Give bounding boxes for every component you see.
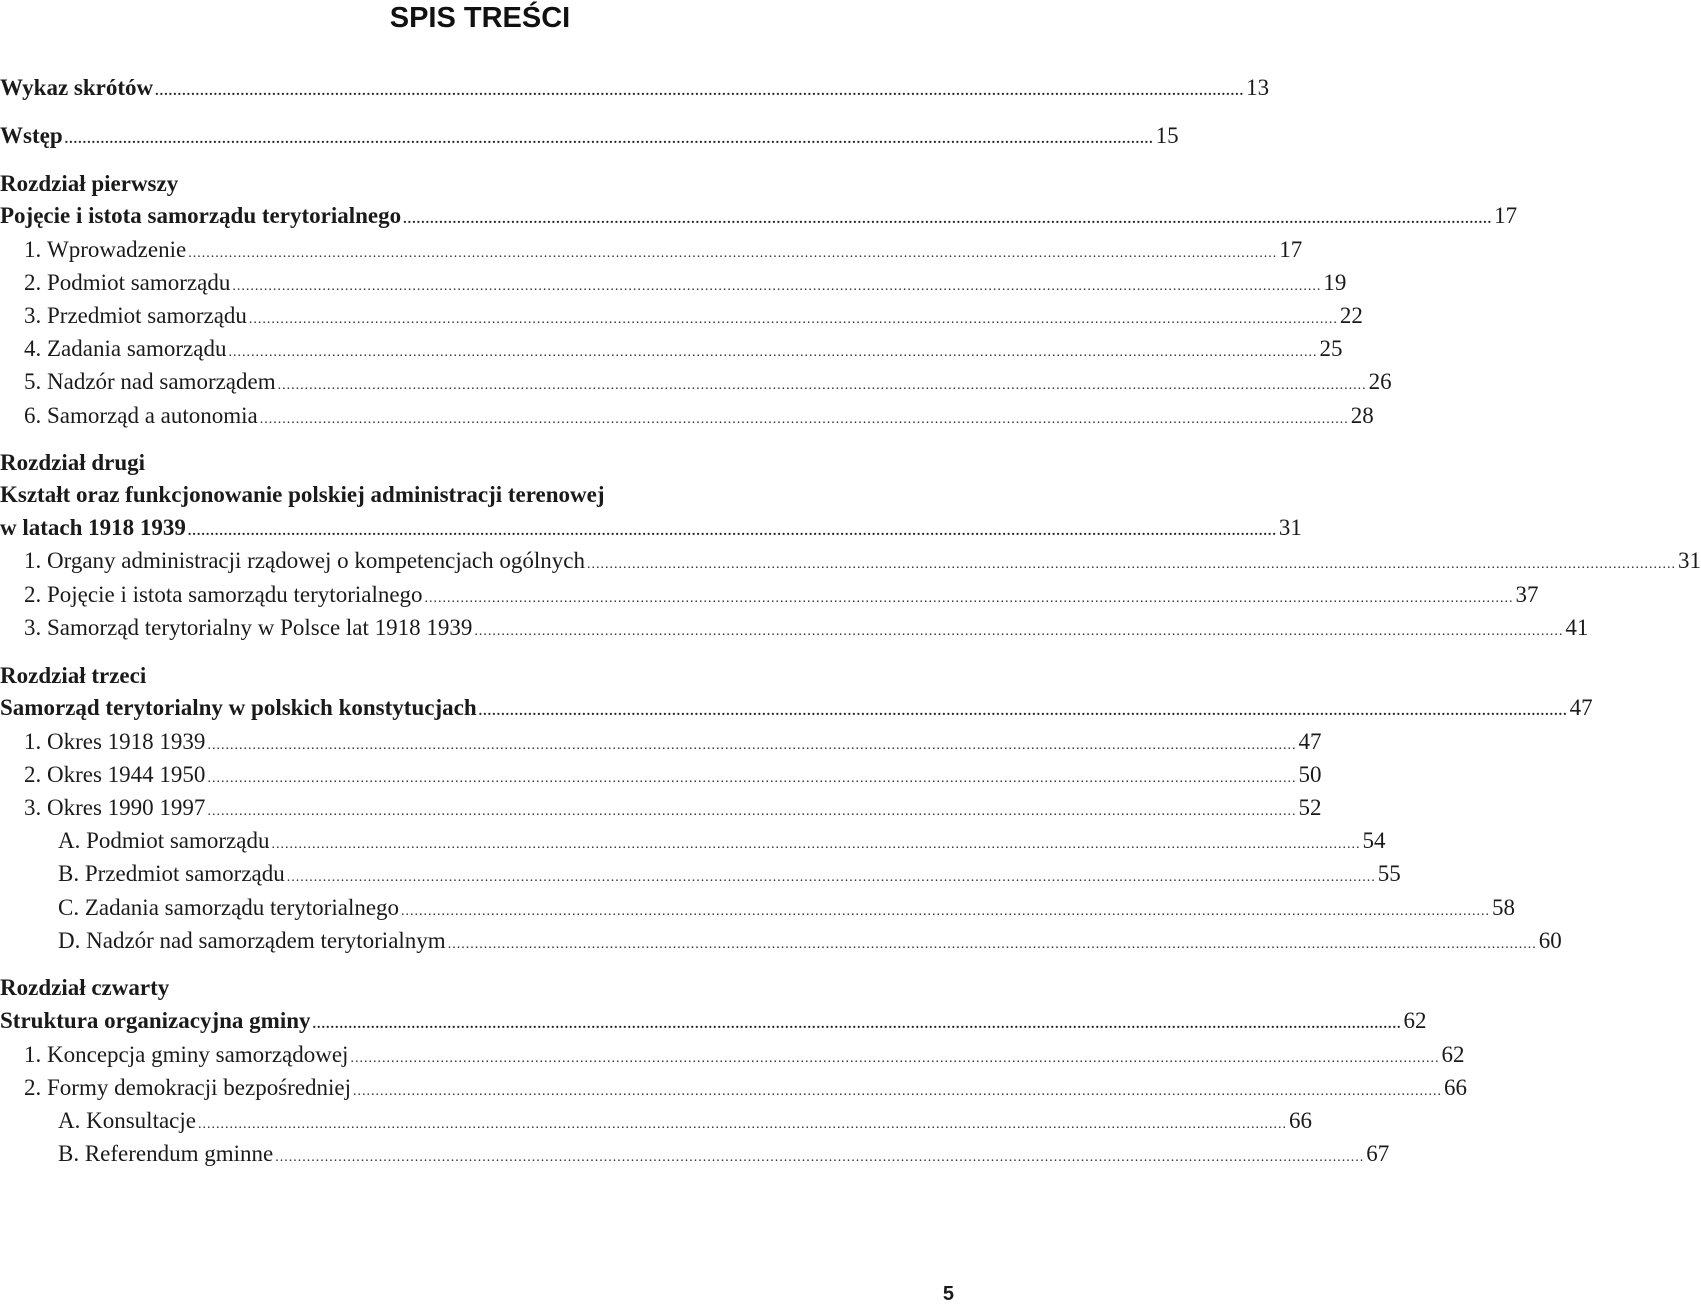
toc-entry-number: 3. (24, 795, 47, 820)
toc-entry-title: Konsultacje (86, 1108, 196, 1133)
toc-entry-title: Wykaz skrótów (0, 75, 154, 100)
toc-leader-dots (155, 77, 1244, 107)
toc-entry[interactable] (24, 334, 1343, 364)
toc-entry-page: 54 (1362, 828, 1386, 853)
toc-entry-title: Pojęcie i istota samorządu terytorialnego (0, 203, 402, 228)
toc-entry[interactable] (24, 367, 1392, 397)
toc-entry-page: 37 (1515, 582, 1539, 607)
toc-entry[interactable] (24, 301, 1363, 331)
toc-entry-title: Okres 1944 1950 (47, 762, 206, 787)
toc-entry-page: 55 (1377, 861, 1401, 886)
toc-entry-number: 2. (24, 762, 47, 787)
toc-entry-page: 41 (1565, 615, 1589, 640)
toc-entry-page: 25 (1319, 336, 1343, 361)
chapter-heading: Rozdział czwarty (0, 975, 170, 1000)
toc-entry-number: A. (58, 1108, 87, 1133)
toc-entry-page: 52 (1298, 795, 1322, 820)
toc-leader-dots (474, 617, 1563, 647)
toc-entry-number: 3. (24, 615, 47, 640)
toc-leader-dots (278, 371, 1367, 401)
toc-entry[interactable] (24, 793, 1322, 823)
toc-leader-dots (207, 764, 1296, 794)
toc-entry-title: Samorząd terytorialny w Polsce lat 1918 1939 (47, 615, 473, 640)
toc-entry-number: 2. (24, 582, 47, 607)
toc-entry-title: Nadzór nad samorządem terytorialnym (86, 928, 446, 953)
toc-entry-number: 1. (24, 1042, 47, 1067)
toc-leader-dots (479, 697, 1568, 727)
toc-entry[interactable] (0, 201, 1518, 231)
page-number: 5 (942, 1283, 954, 1305)
toc-entry-title: Koncepcja gminy samorządowej (47, 1042, 349, 1067)
toc-entry-title: Organy administracji rządowej o kompetencjach ogólnych (47, 548, 585, 573)
toc-entry-title: Przedmiot samorządu (47, 303, 247, 328)
toc-entry-title: Okres 1918 1939 (47, 729, 206, 754)
toc-entry-number: C. (58, 895, 85, 920)
toc-entry-title: Formy demokracji bezpośredniej (47, 1075, 352, 1100)
toc-leader-dots (260, 405, 1349, 435)
toc-entry-title: w latach 1918 1939 (0, 515, 186, 540)
toc-leader-dots (207, 797, 1296, 827)
chapter-heading: Rozdział pierwszy (0, 171, 179, 196)
toc-entry-number: B. (58, 1141, 85, 1166)
toc-entry-page: 66 (1288, 1108, 1312, 1133)
toc-entry-title: Referendum gminne (84, 1141, 274, 1166)
toc-entry-title: Zadania samorządu (47, 336, 227, 361)
toc-entry[interactable] (0, 121, 1179, 151)
toc-entry[interactable] (24, 546, 1701, 576)
toc-entry-page: 67 (1366, 1141, 1390, 1166)
toc-entry[interactable] (24, 235, 1303, 265)
toc-entry[interactable] (24, 1073, 1468, 1103)
toc-entry-title: Samorząd a autonomia (47, 403, 258, 428)
toc-entry-number: 3. (24, 303, 47, 328)
toc-entry-number: 1. (24, 548, 47, 573)
toc-leader-dots (249, 305, 1338, 335)
toc-leader-dots (228, 338, 1317, 368)
toc-leader-dots (271, 830, 1360, 860)
chapter-heading: Rozdział drugi (0, 450, 146, 475)
toc-entry[interactable] (58, 926, 1562, 956)
toc-entry-page: 22 (1339, 303, 1363, 328)
toc-entry-page: 31 (1278, 515, 1302, 540)
chapter-heading: Rozdział trzeci (0, 663, 147, 688)
toc-entry[interactable] (58, 1139, 1390, 1169)
toc-entry-title: Zadania samorządu terytorialnego (84, 895, 400, 920)
toc-leader-dots (65, 125, 1154, 155)
toc-entry-page: 62 (1441, 1042, 1465, 1067)
toc-entry[interactable] (24, 1040, 1465, 1070)
toc-entry[interactable] (24, 613, 1589, 643)
toc-entry-number: D. (58, 928, 87, 953)
toc-leader-dots (350, 1044, 1439, 1074)
toc-leader-dots (287, 863, 1376, 893)
toc-entry-number: 6. (24, 403, 47, 428)
toc-entry-number: 1. (24, 729, 47, 754)
toc-leader-dots (587, 550, 1676, 580)
toc-entry[interactable] (0, 513, 1302, 543)
toc-entry[interactable] (24, 580, 1539, 610)
toc-entry-number: 2. (24, 1075, 47, 1100)
toc-leader-dots (232, 272, 1321, 302)
toc-entry-number: 5. (24, 369, 47, 394)
toc-entry-title: Przedmiot samorządu (84, 861, 285, 886)
toc-entry-page: 50 (1298, 762, 1322, 787)
toc-entry[interactable] (0, 73, 1270, 103)
toc-entry-number: 1. (24, 237, 47, 262)
toc-entry-number: A. (58, 828, 87, 853)
toc-leader-dots (425, 584, 1514, 614)
toc-entry-page: 26 (1368, 369, 1392, 394)
toc-entry[interactable] (58, 859, 1401, 889)
toc-leader-dots (275, 1143, 1364, 1173)
toc-entry-page: 60 (1538, 928, 1562, 953)
toc-entry-page: 47 (1298, 729, 1322, 754)
toc-entry-title: Wstęp (0, 123, 63, 148)
toc-leader-dots (207, 731, 1296, 761)
toc-entry-page: 28 (1350, 403, 1374, 428)
toc-leader-dots (401, 897, 1490, 927)
toc-entry[interactable] (24, 401, 1374, 431)
toc-entry[interactable] (0, 693, 1593, 723)
toc-entry-title: Struktura organizacyjna gminy (0, 1008, 311, 1033)
toc-entry-title: Wprowadzenie (47, 237, 187, 262)
toc-entry-title: Nadzór nad samorządem (47, 369, 276, 394)
toc-entry-page: 19 (1323, 270, 1347, 295)
toc-entry-title: Samorząd terytorialny w polskich konstytucjach (0, 695, 477, 720)
toc-entry-page: 15 (1155, 123, 1179, 148)
toc-entry-number: B. (58, 861, 85, 886)
toc-entry-title: Okres 1990 1997 (47, 795, 206, 820)
toc-leader-dots (448, 930, 1537, 960)
toc-entry-page: 13 (1246, 75, 1270, 100)
toc-entry-page: 62 (1403, 1008, 1427, 1033)
toc-entry[interactable] (58, 826, 1386, 856)
toc-entry-title: Podmiot samorządu (86, 828, 270, 853)
toc-entry-page: 31 (1677, 548, 1701, 573)
page-title: SPIS TREŚCI (389, 2, 571, 34)
toc-entry[interactable] (24, 268, 1347, 298)
toc-entry[interactable] (24, 760, 1322, 790)
toc-leader-dots (403, 205, 1492, 235)
toc-leader-dots (313, 1010, 1402, 1040)
toc-leader-dots (353, 1077, 1442, 1107)
toc-leader-dots (198, 1110, 1287, 1140)
toc-entry[interactable] (0, 1006, 1427, 1036)
toc-entry-page: 66 (1444, 1075, 1468, 1100)
toc-entry-number: 4. (24, 336, 47, 361)
toc-entry[interactable] (24, 727, 1322, 757)
toc-entry-title: Pojęcie i istota samorządu terytorialnego (47, 582, 423, 607)
toc-entry-page: 17 (1494, 203, 1518, 228)
chapter-heading: Kształt oraz funkcjonowanie polskiej administracji terenowej (0, 482, 605, 507)
toc-entry-number: 2. (24, 270, 47, 295)
toc-leader-dots (188, 239, 1277, 269)
toc-entry-page: 17 (1279, 237, 1303, 262)
toc-entry-title: Podmiot samorządu (47, 270, 231, 295)
toc-entry-page: 58 (1492, 895, 1516, 920)
toc-entry[interactable] (58, 893, 1516, 923)
toc-entry-page: 47 (1569, 695, 1593, 720)
toc-entry[interactable] (58, 1106, 1312, 1136)
toc-leader-dots (188, 517, 1277, 547)
